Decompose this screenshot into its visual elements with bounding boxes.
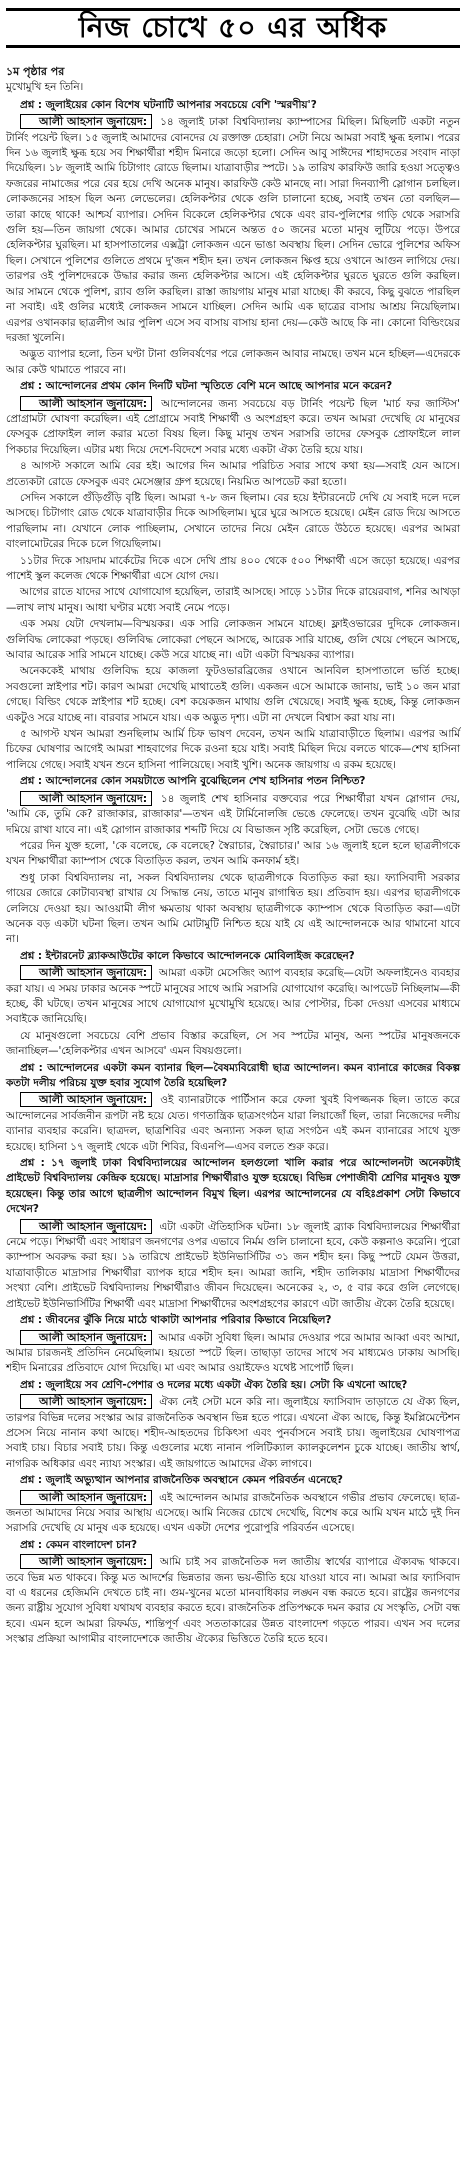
interview-question (6, 1473, 460, 1488)
interview-question (6, 98, 460, 113)
interview-answer (6, 1092, 460, 1155)
interview-question (6, 1378, 460, 1393)
answer-text: ১৪ জুলাই শেখ হাসিনার বক্তব্যের পরে শিক্ষার্থীরা যখন স্লোগান দেয়, 'আমি কে, তুমি কে? রাজাকার, রাজাকার'—তখন এই টার্মিনোলজি ভেঙে ফেলেছে। তখন বুঝেছি এটা আর দমিয়ে রাখা যাবে না। এই স্লোগান রাজাকার শব্দটি দিয়ে যে বিভাজন সৃষ্টি করেছিল, সেটা ভেঙে গেছে। (6, 792, 460, 836)
article-subheading: মুখোমুখি হন তিনি। (6, 81, 84, 94)
speaker-label: আলী আহসান জুনায়েদ: (20, 396, 152, 411)
interview-answer (6, 1219, 460, 1312)
question-text: প্রশ্ন : জীবনের ঝুঁকি নিয়ে মাঠে থাকাটা আপনার পরিবার কিভাবে নিয়েছিল? (20, 1314, 332, 1327)
answer-text: আমি চাই সব রাজনৈতিক দল জাতীয় স্বার্থের ব্যাপারে ঐক্যবদ্ধ থাকবে। তবে ভিন্ন মত থাকবে। কিন্তু মত আদর্শের ভিন্নতার জন্য ভয়-ভীতি হয়ে যাওয়া যাবে না। আমরা আর ফ্যাসিবাদ বা এ ধরনের হেজিমনি দেখতে চাই না। গুম-খুনের মতো মানবাধিকার লঙ্ঘন বন্ধ করতে হবে। রাষ্ট্রের জনগণের জন্য রাষ্ট্রীয় সুযোগ সুবিধা যথাযথ ব্যবহার করতে হবে। রাজনৈতিক প্রতিপক্ষকে দমন করার যে সংস্কৃতি, সেটা বন্ধ হবে। এমন হলে আমরা রিফর্মড, শান্তিপূর্ণ এবং সততাকারের উন্নত বাংলাদেশ গড়তে পারব। এখন সব দলের সংস্কার প্রক্রিয়া আগামীর বাংলাদেশকে জাতীয় ঐক্যের ভিত্তিতে তৈরি হতে হবে। (6, 1556, 460, 1646)
interview-answer (6, 396, 460, 459)
question-text: প্রশ্ন : আন্দোলনের কোন সময়টাতে আপনি বুঝেছিলেন শেখ হাসিনার পতন নিশ্চিত? (20, 775, 366, 788)
speaker-label: আলী আহসান জুনায়েদ: (20, 114, 152, 129)
interview-answer (6, 1330, 460, 1377)
speaker-label: আলী আহসান জুনায়েদ: (20, 1490, 152, 1505)
question-text: প্রশ্ন : জুলাইয়ের কোন বিশেষ ঘটনাটি আপনার সবচেয়ে বেশি 'স্মরণীয়'? (20, 98, 317, 111)
speaker-label: আলী আহসান জুনায়েদ: (20, 1394, 152, 1409)
answer-text: এই আন্দোলন আমার রাজনৈতিক অবস্থানে গভীর প্রভাব ফেলেছে। ছাত্র-জনতা আমাদের নিয়ে সবার আস্থায় এসেছে। আমি নিজের চোখে দেখেছি, বিশেষ করে আমি যখন মাঠে দুই দিন সরাসরি দেখেছি যে মানুষ এক হয়েছে। এখন একটা দেশের পুরোপুরি পরিবর্তন এসেছে। (6, 1491, 460, 1535)
headline-banner (6, 8, 460, 48)
question-text: প্রশ্ন : কেমন বাংলাদেশ চান? (20, 1538, 138, 1551)
interview-question (6, 1313, 460, 1328)
body-paragraph: ৫ আগস্ট যখন আমরা শুনছিলাম আর্মি চিফ ভাষণ দেবেন, তখন আমি যাত্রাবাড়ীতে ছিলাম। এরপর আর্মি চিফের ঘোষণার আগেই আমরা শাহবাগের দিকে রওনা হয়ে যাই। সবাই মিছিল দিয়ে বলতে থাকে—শেখ হাসিনা পালিয়ে গেছে। সবাই যখন শুনে হাসিনা পালিয়েছে। সবাই খুশি। অনেক জায়গায় এ রকম হয়েছে। (6, 728, 460, 771)
body-paragraph: অদ্ভুত ব্যাপার হলো, তিন ঘণ্টা টানা গুলিবর্ষণের পরে লোকজন আবার নামছে। তখন মনে হচ্ছিল—এদেরকে আর কেউ থামাতে পারবে না। (6, 348, 460, 376)
body-paragraph: শুধু ঢাকা বিশ্ববিদ্যালয় না, সকল বিশ্ববিদ্যালয় থেকে ছাত্রলীগকে বিতাড়িত করা হয়। ফ্যাসিবাদী সরকার গায়ের জোরে কোটাব্যবস্থা রাখার যে সিদ্ধান্ত নেয়, তাতে মানুষ রাগান্বিত হয়। প্রতিবাদ হয়। এরপর ছাত্রলীগকে লেলিয়ে দেওয়া হয়। আওয়ামী লীগ ক্ষমতায় থাকা অবস্থায় ছাত্রলীগকে ক্যাম্পাস থেকে বিতাড়িত করা—এটা অনেক বড় একটা ঘটনা ছিল। তখন আমি মোটামুটি নিশ্চিত হয়ে যাই যে এই আন্দোলনকে আর থামানো যাবে না। (6, 871, 460, 946)
speaker-label: আলী আহসান জুনায়েদ: (20, 1092, 152, 1107)
headline: নিজ চোখে ৫০ এর অধিক (78, 11, 388, 44)
question-text: প্রশ্ন : জুলাইয়ে সব শ্রেণি-পেশার ও দলের মধ্যে একটা ঐক্য তৈরি হয়। সেটা কি এখনো আছে? (20, 1378, 408, 1391)
interview-question (6, 774, 460, 789)
answer-text: এটা একটা ঐতিহাসিক ঘটনা। ১৮ জুলাই ব্র্যাক বিশ্ববিদ্যালয়ের শিক্ষার্থীরা নেমে পড়ে। শিক্ষার্থী এবং সাধারণ জনগণের ওপর এভাবে নির্মম গুলি চালানো হবে, কেউ কল্পনাও করেনি। পুরো ক্যাম্পাস অবরুদ্ধ করা হয়। ১৯ তারিখে প্রাইভেট ইউনিভার্সিটির ৩১ জন শহীদ হন। কিছু স্পটে যেমন উত্তরা, যাত্রাবাড়ীতে মাদ্রাসার শিক্ষার্থীরা ব্যাপক হারে শহীদ হন। আমরা জানি, শহীদ তালিকায় মাদ্রাসা শিক্ষার্থীদের সংখ্যা বেশি। প্রাইভেট বিশ্ববিদ্যালয় শিক্ষার্থীরাও জীবন দিয়েছেন। অনেকের ২, ৩, ৫ বার করে গুলি লেগেছে। প্রাইভেট ইউনিভার্সিটির শিক্ষার্থী এবং মাদ্রাসা শিক্ষার্থীদের অংশগ্রহণের কারণে এটা জাতীয় ঐক্যে তৈরি হয়েছে। (6, 1220, 460, 1310)
question-text: প্রশ্ন : আন্দোলনের প্রথম কোন দিনটি ঘটনা স্মৃতিতে বেশি মনে আছে আপনার মনে করেন? (20, 380, 393, 393)
interview-question (6, 379, 460, 394)
question-text: প্রশ্ন : জুলাই অভ্যুত্থান আপনার রাজনৈতিক অবস্থানে কেমন পরিবর্তন এনেছে? (20, 1474, 343, 1487)
interview-question (6, 1156, 460, 1218)
interview-answer (6, 791, 460, 838)
interview-answer (6, 1490, 460, 1537)
interview-question (6, 1538, 460, 1553)
body-paragraph: পরের দিন যুক্ত হলো, 'কে বলেছে, কে বলেছে? স্বৈরাচার, স্বৈরাচার।' আর ১৬ জুলাই হলে হলে ছাত্রলীগকে যখন শিক্ষার্থীরা ক্যাম্পাস থেকে বিতাড়িত করল, তখন আমি কনফার্ম হই। (6, 839, 460, 868)
continuation-note: ১ম পৃষ্ঠার পর (6, 65, 65, 78)
body-paragraph: আগের রাতে যাদের সাথে যোগাযোগ হয়েছিল, তারাই আসছে। সাড়ে ১১টার দিকে রায়েরবাগ, শনির আখড়া—লাখ লাখ মানুষ। আধা ঘণ্টার মধ্যে সবাই নেমে পড়ে। (6, 586, 460, 614)
speaker-label: আলী আহসান জুনায়েদ: (20, 1219, 152, 1234)
interview-blocks (6, 98, 460, 1648)
body-paragraph: অনেককেই মাথায় গুলিবিদ্ধ হয়ে কাজলা ফুটওভারব্রিজের ওখানে আনবিল হাসপাতালে ভর্তি হচ্ছে। সবগুলো স্নাইপার শট। কারণ আমরা দেখেছি মাথাতেই গুলি। একজন এসে আমাকে জানায়, ভাই ১০ জন মারা গেছে। বিল্ডিং থেকে স্নাইপার শট হচ্ছে। বেশ কয়েকজন মাথায় গুলি খেয়েছে। সবাই ক্ষুব্ধ হচ্ছে, কিন্তু লোকজন একটুও সরে যাচ্ছে না। বারবার সামনে যায়। এক অদ্ভুত দৃশ্য। এটা না দেখলে বিশ্বাস করা যায় না। (6, 665, 460, 724)
body-paragraph: এক সময় যেটা দেখলাম—বিস্ময়কর। এক সারি লোকজন সামনে যাচ্ছে। ফ্লাইওভারের দুদিকে লোকজন। গুলিবিদ্ধ লোকেরা পড়ছে। গুলিবিদ্ধ লোকেরা পেছনে আসছে, আরেক সারি যাচ্ছে, গুলি খেয়ে পেছনে আসছে, আবার আরেক সারি সামনে যাচ্ছে। কেউ সরে যাচ্ছে না। এটা একটা বিস্ময়কর ব্যাপার। (6, 618, 460, 662)
body-paragraph: যে মানুষগুলো সবচেয়ে বেশি প্রভাব বিস্তার করেছিল, সে সব স্পটের মানুষ, অন্য স্পটের মানুষজনকে জানাচ্ছিল—'হেলিকপ্টার এখন আসবে' এমন বিষয়গুলো। (6, 1029, 460, 1058)
interview-question (6, 1061, 460, 1092)
interview-question (6, 949, 460, 964)
answer-text: আন্দোলনের জন্য সবচেয়ে বড় টার্নিং পয়েন্ট ছিল 'মার্চ ফর জাস্টিস' প্রোগ্রামটা ঘোষণা করেছিল। এই প্রোগ্রামে সবাই শিক্ষার্থী ও অংশগ্রহণ করে। তখন আমরা দেখেছি যে মানুষের ফেসবুক প্রোফাইল লাল করার মতো বিষয় ছিল। কিছু মানুষ তখন সরাসরি তাদের ফেসবুক প্রোফাইলে লাল পিকচার দিয়েছিল। এটার মধ্য দিয়ে দেশে-বিদেশে সবার মধ্যে একটা ঐক্য তৈরি হয়ে যায়। (6, 397, 460, 456)
question-text: প্রশ্ন : আন্দোলনের একটা কমন ব্যানার ছিল—বৈষম্যবিরোধী ছাত্র আন্দোলন। কমন ব্যানারে কাজের বিকল্প কতটা দলীয় পরিচয় যুক্ত হবার সুযোগ তৈরি হয়েছিল? (6, 1061, 460, 1089)
speaker-label: আলী আহসান জুনায়েদ: (20, 791, 152, 806)
answer-text: ১৪ জুলাই ঢাকা বিশ্ববিদ্যালয় ক্যাম্পাসের মিছিল। মিছিলটি একটা নতুন টার্নিং পয়েন্ট ছিল। ১৫ জুলাই আমাদের বোনদের যে রক্তাক্ত চেহারা। সেটা নিয়ে আমরা সবাই ক্ষুব্ধ হলাম। পরের দিন ১৬ জুলাই ক্ষুব্ধ হয়ে সব শিক্ষার্থীরা শহীদ মিনারে জড়ো হলো। সেদিন আবু সাঈদের শাহাদতের সংবাদ নাড়া দিয়েছিল। ১৮ জুলাই আমি চিটাগাং রোডে ছিলাম। যাত্রাবাড়ীর স্পটে। ১৯ তারিখ কারফিউ জারি হওয়া সত্ত্বেও ফজরের নামাজের পরে বের হয়ে দেখি অনেক মানুষ। কারফিউ কেউ মানছে না। সারা দিনব্যাপী স্লোগান চলছিল। লোকজনের সাহস ছিল অন্য লেভেলের। হেলিকপ্টার থেকে গুলি চালানো হচ্ছে, সবাই তখন তো বলছিল—তারা কাছে থাকে! আশ্চর্য ব্যাপার। সেদিন বিকেলে হেলিকপ্টার থেকে এবং রাব-পুলিশের গাড়ি থেকে সরাসরি গুলি হয়—তিন জায়গা থেকে। আমার চোখের সামনে অন্তত ৫০ জনের মতো মানুষ লুটিয়ে পড়ে। উপরে হেলিকপ্টার ঘুরছিল। মা হাসপাতালের এক্সট্রা লোকজন এনে ভাঙা অবস্থায় ছিল। সেদিন ভোরে পুলিশের অফিস ছিল। সেখানে পুলিশের গুলিতে প্রথমে দু'জন শহীদ হন। তখন লোকজন ক্ষিপ্ত হয়ে ওখানে আগুন লাগিয়ে দেয়। তারপর ওই পুলিশদেরকে উদ্ধার করার জন্য হেলিকপ্টার আসে। এই হেলিকপ্টার ঘুরতে ঘুরতে গুলি করছিল। আর সামনে থেকে পুলিশ, র‍্যাব গুলি করছিল। রাস্তা জায়গায় মানুষ মারা যাচ্ছে। কী করবে, কিছু বুঝতে পারছিল না সবাই। এই গুলির মধ্যেই লোকজন সামনে যাচ্ছিল। সেদিন আমি এক ছাত্রের বাসায় আশ্রয় নিয়েছিলাম। এরপর ওখানকার ছাত্রলীগ আর পুলিশ এসে সব বাসায় বাসায় হানা দেয়—কেউ আছে কি না। কোনো বিল্ডিংয়ের দরজা খুলেনি। (6, 116, 460, 344)
body-paragraph: সেদিন সকালে গুঁড়িগুঁড়ি বৃষ্টি ছিল। আমরা ৭-৮ জন ছিলাম। বের হয়ে ইন্টারনেটে দেখি যে সবাই দলে দলে আসছে। চিটাগাং রোড থেকে যাত্রাবাড়ীর দিকে আসছিলাম। ঘুরে ঘুরে আসতে হয়েছে। মেইন রোড দিয়ে আসতে পারছিলাম না। যেখানে লোক পাচ্ছিলাম, সেখানে তাদের নিয়ে মেইন রোডে উঠতে হয়েছে। এরপর আমরা বাংলামোটরের দিকে চলে গিয়েছিলাম। (6, 491, 460, 551)
speaker-label: আলী আহসান জুনায়েদ: (20, 965, 152, 980)
interview-answer (6, 1394, 460, 1472)
answer-text: ঐক্য নেই সেটা মনে করি না। জুলাইয়ে ফ্যাসিবাদ তাড়াতে যে ঐক্য ছিল, তারপর বিভিন্ন দলের সংস্কার আর রাজনৈতিক অবস্থান ভিন্ন হতে পারে। এখনো ঐক্য আছে, কিন্তু ইমপ্লিমেন্টেশন প্রসেস নিয়ে নানান কথা আছে। শহীদ-আহতদের চিকিৎসা এবং পুনর্বাসনে সবাই চায়। জুলাইয়ের ঘোষণাপত্র সবাই চায়। বিচার সবাই চায়। কিন্তু এগুলোর মধ্যে নানান পলিটিক্যাল ক্যালকুলেশন চুকে যাচ্ছে। জাতীয় স্বার্থ, নাগরিক অধিকার এবং ন্যায্য সংস্কার। এই জায়গাতে আমাদের ঐক্য লাগবে। (6, 1396, 460, 1470)
speaker-label: আলী আহসান জুনায়েদ: (20, 1554, 152, 1569)
newspaper-page (0, 8, 466, 2176)
body-paragraph: ১১টার দিকে সায়দাম মার্কেটের দিকে এসে দেখি প্রায় ৪০০ থেকে ৫০০ শিক্ষার্থী এসে জড়ো হয়েছে। এরপর পাশেই স্কুল কলেজ থেকে শিক্ষার্থীরা এসে যোগ দেয়। (6, 554, 460, 582)
answer-text: আমরা একটা মেসেজিং অ্যাপ ব্যবহার করেছি—যেটা অফলাইনেও ব্যবহার করা যায়। এ সময় ঢাকার অনেক স্পটে মানুষের সাথে আমি সরাসরি যোগাযোগ করেছি। আপডেট নিচ্ছিলাম—কী হচ্ছে, কী ঘটছে। তখন মানুষের সাথে যোগাযোগ মুখোমুখি হয়েছে। আর পোস্টার, চিকা দেওয়া এসবের মাধ্যমে সবাইকে জানিয়েছি। (6, 967, 460, 1026)
interview-answer (6, 1554, 460, 1647)
interview-answer (6, 965, 460, 1028)
interview-answer (6, 114, 460, 346)
article-body (6, 64, 460, 2170)
body-paragraph: ৪ আগস্ট সকালে আমি বের হই। আগের দিন আমার পরিচিত সবার সাথে কথা হয়—সবাই যেন আসে। প্রত্যেকটা রোডে ফেসবুক এবং মেসেঞ্জার গ্রুপ হয়েছে। নিয়মিত আপডেট করা হতো। (6, 460, 460, 488)
question-text: প্রশ্ন : ১৭ জুলাই ঢাকা বিশ্ববিদ্যালয়ের আন্দোলন হলগুলো খালি করার পরে আন্দোলনটা অনেকটাই প্রাইভেট বিশ্ববিদ্যালয় কেন্দ্রিক হয়েছে। মাদ্রাসার শিক্ষার্থীরাও যুক্ত হয়েছে। বিভিন্ন পেশাজীবী শ্রেণির মানুষও যুক্ত হয়েছেন। কিন্তু তার আগে ছাত্রলীগ আন্দোলন বিমুখ ছিল। এরপর আন্দোলনের যে বহিঃপ্রকাশ সেটা কিভাবে দেখেন? (6, 1157, 460, 1216)
speaker-label: আলী আহসান জুনায়েদ: (20, 1330, 152, 1345)
question-text: প্রশ্ন : ইন্টারনেট ব্ল্যাকআউটের কালে কিভাবে আন্দোলনকে মোবিলাইজ করেছেন? (20, 949, 355, 962)
answer-text: ওই ব্যানারটাকে পার্টিসান করে ফেলা খুবই বিপজ্জনক ছিল। তাতে করে আন্দোলনের সার্বজনীন রূপটা নষ্ট হয়ে যেত। গণতান্ত্রিক ছাত্রসংগঠন যারা লিয়াজোঁ ছিল, তারা নিজেদের দলীয় ব্যানার ব্যবহার করেনি। ছাত্রদল, ছাত্রশিবির এবং অন্যান্য সকল ছাত্র সংগঠন এই কমন ব্যানারের সাথে যুক্ত হয়েছে। হাসিনা ১৭ জুলাই থেকে এটা শিবির, বিএনপি—এসব বলতে শুরু করে। (6, 1094, 460, 1153)
answer-text: আমার একটা সুবিধা ছিল। আমার দেওয়ার পরে আমার আব্বা এবং আম্মা, আমার চারজনই প্রতিদিন নেমেছিলাম। হয়তো স্পটে ছিল। তাছাড়া তাদের সাথে সব মাধ্যমেও ঢাকায় আসছি। শহীদ মিনারের প্রতিবাদে যোগ দিয়েছি। মা এবং আমার ওয়াইফেও যথেষ্ট সাপোর্ট ছিল। (6, 1331, 460, 1375)
